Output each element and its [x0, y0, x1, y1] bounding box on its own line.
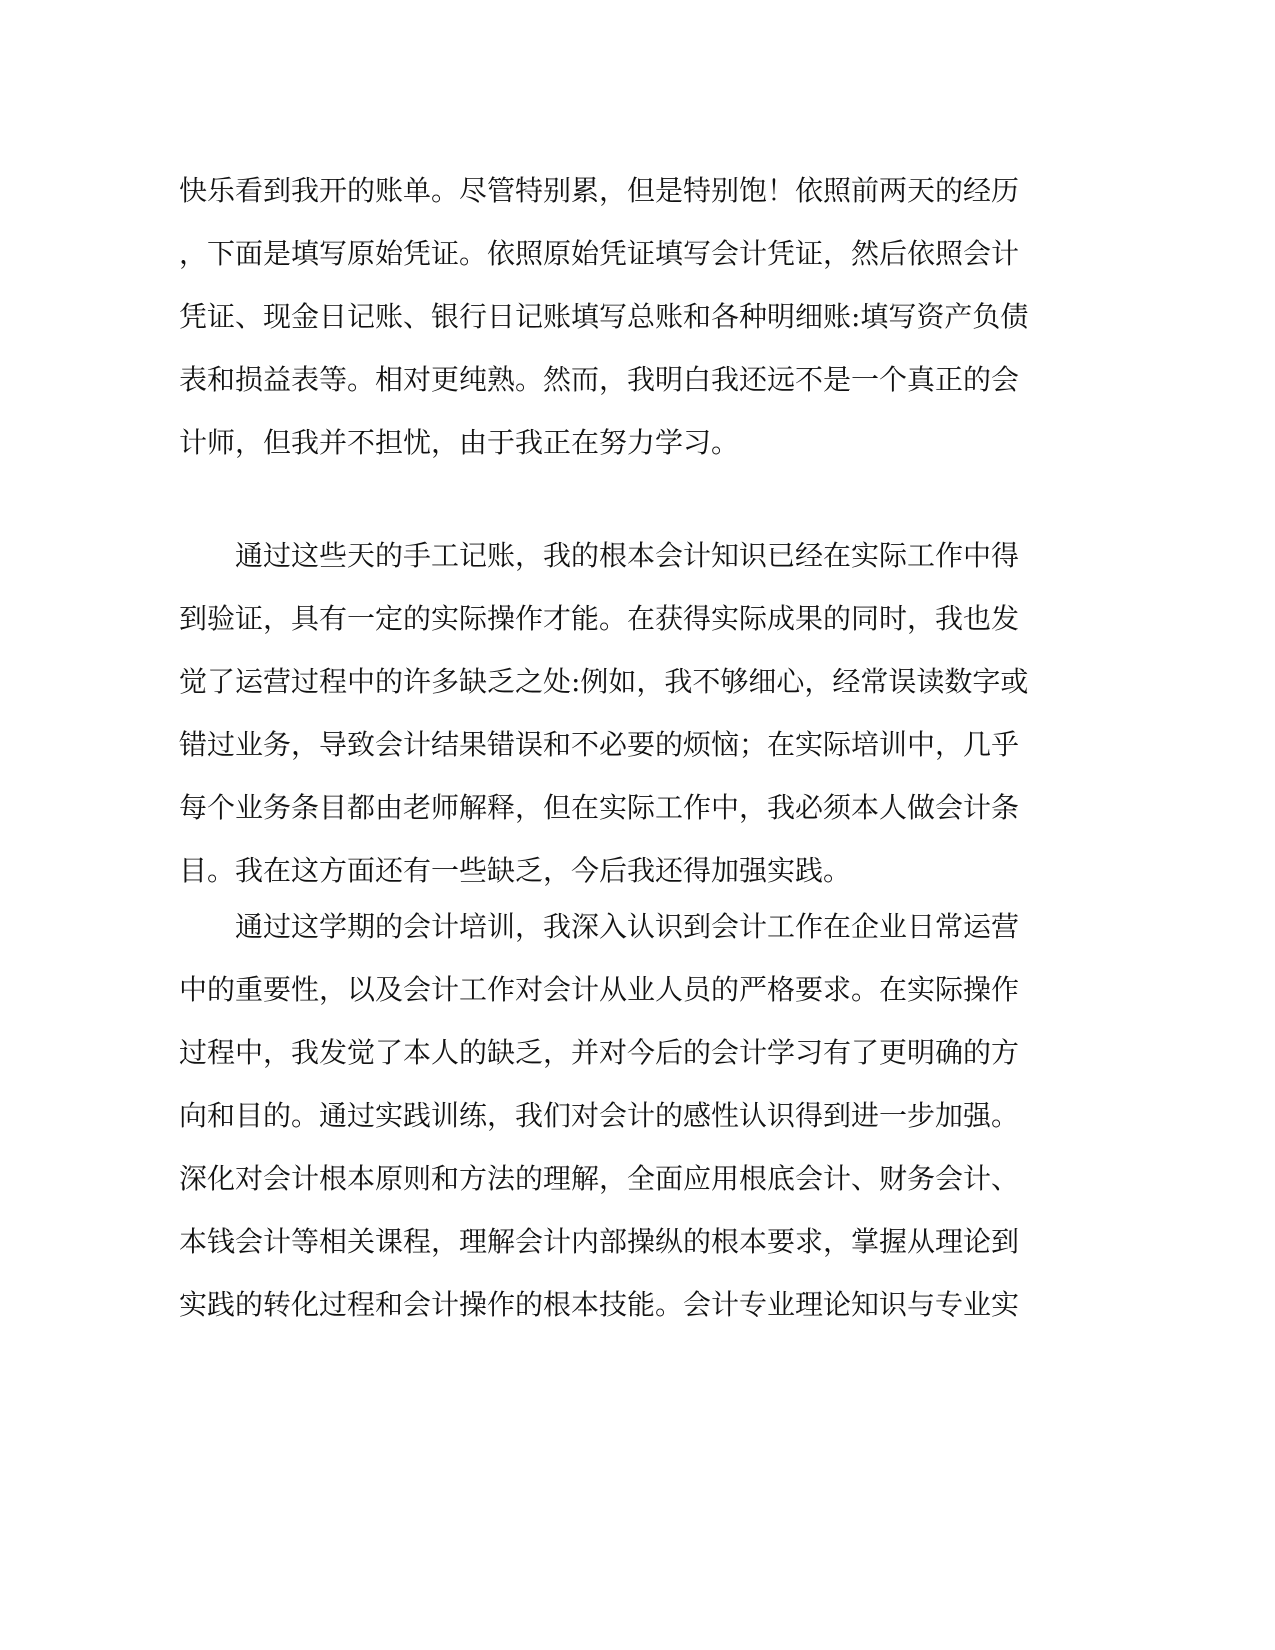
text-line: ，下面是填写原始凭证。依照原始凭证填写会计凭证，然后依照会计 [179, 237, 1020, 270]
text-line: 凭证、现金日记账、银行日记账填写总账和各种明细账:填写资产负债 [179, 300, 1029, 333]
paragraph-continuation [179, 159, 1039, 474]
text-line: 到验证，具有一定的实际操作才能。在获得实际成果的同时，我也发 [179, 602, 1020, 635]
paragraph-semester-training [179, 895, 1039, 1336]
text-line: 通过这学期的会计培训，我深入认识到会计工作在企业日常运营 [235, 910, 1020, 943]
text-line: 深化对会计根本原则和方法的理解，全面应用根底会计、财务会计、 [179, 1162, 1020, 1195]
text-line: 向和目的。通过实践训练，我们对会计的感性认识得到进一步加强。 [179, 1099, 1020, 1132]
text-line: 目。我在这方面还有一些缺乏，今后我还得加强实践。 [179, 854, 852, 887]
text-line: 觉了运营过程中的许多缺乏之处:例如，我不够细心，经常误读数字或 [179, 665, 1029, 698]
text-line: 本钱会计等相关课程，理解会计内部操纵的根本要求，掌握从理论到 [179, 1225, 1020, 1258]
text-line: 错过业务，导致会计结果错误和不必要的烦恼；在实际培训中，几乎 [179, 728, 1020, 761]
text-line: 实践的转化过程和会计操作的根本技能。会计专业理论知识与专业实 [179, 1288, 1020, 1321]
text-line: 中的重要性，以及会计工作对会计从业人员的严格要求。在实际操作 [179, 973, 1020, 1006]
paragraph-manual-bookkeeping [179, 524, 1039, 902]
text-line: 计师，但我并不担忧，由于我正在努力学习。 [179, 426, 740, 459]
text-line: 通过这些天的手工记账，我的根本会计知识已经在实际工作中得 [235, 539, 1020, 572]
text-line: 快乐看到我开的账单。尽管特别累，但是特别饱！依照前两天的经历 [179, 174, 1020, 207]
text-line: 表和损益表等。相对更纯熟。然而，我明白我还远不是一个真正的会 [179, 363, 1020, 396]
text-line: 每个业务条目都由老师解释，但在实际工作中，我必须本人做会计条 [179, 791, 1020, 824]
text-line: 过程中，我发觉了本人的缺乏，并对今后的会计学习有了更明确的方 [179, 1036, 1020, 1069]
